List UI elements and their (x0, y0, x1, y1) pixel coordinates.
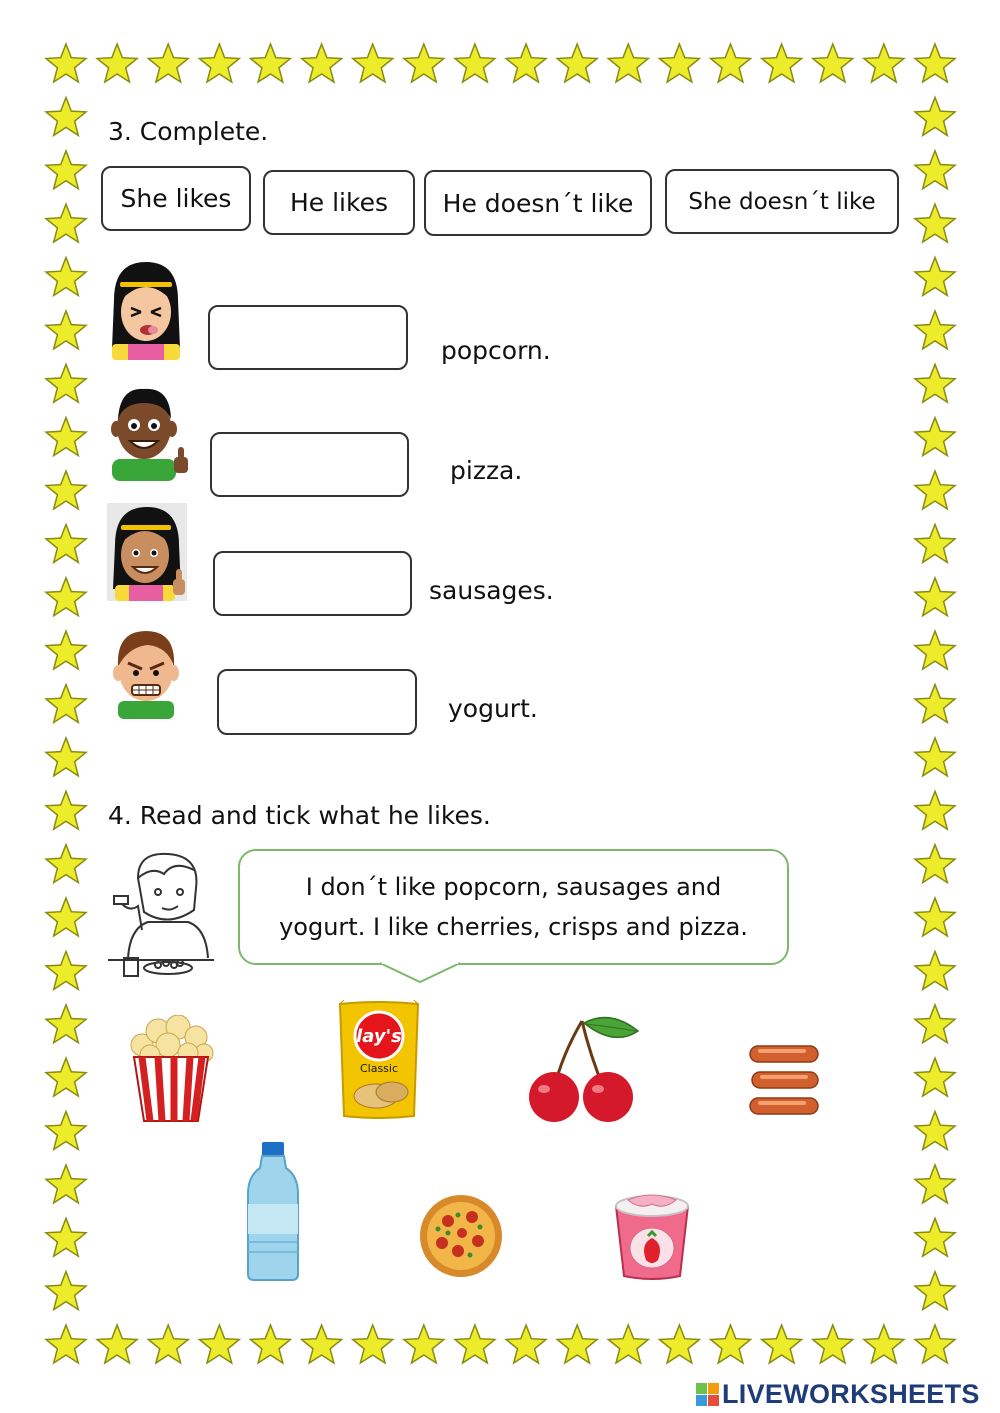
border-star (762, 1325, 802, 1363)
food-word-yogurt: yogurt. (448, 694, 538, 723)
border-star (46, 204, 86, 242)
border-star (608, 1325, 648, 1363)
border-star (148, 44, 188, 82)
food-word-pizza: pizza. (450, 456, 523, 485)
crisps-flavor-text: Classic (359, 1062, 399, 1075)
border-star (46, 97, 86, 135)
border-star (915, 791, 955, 829)
border-star (915, 898, 955, 936)
border-star (97, 1325, 137, 1363)
border-star (915, 97, 955, 135)
border-star (915, 418, 955, 456)
liveworksheets-logo (696, 1378, 980, 1410)
border-star (46, 1112, 86, 1150)
cherries-icon[interactable] (526, 1015, 646, 1123)
girl-disgusted-icon (106, 260, 186, 360)
food-word-popcorn: popcorn. (441, 336, 551, 365)
answer-box-3[interactable] (213, 551, 412, 616)
border-star (46, 1218, 86, 1256)
answer-box-2[interactable] (210, 432, 409, 497)
border-star (46, 685, 86, 723)
border-star (915, 631, 955, 669)
border-star (46, 845, 86, 883)
word-bank-he-doesnt-like[interactable]: He doesn´t like (424, 170, 652, 236)
border-star (199, 1325, 239, 1363)
boy-eating-icon (108, 848, 214, 978)
border-star (915, 524, 955, 562)
border-star (915, 204, 955, 242)
border-star (46, 418, 86, 456)
border-star (46, 151, 86, 189)
speech-line-1: I don´t like popcorn, sausages and (305, 873, 722, 901)
word-bank-she-likes[interactable]: She likes (101, 166, 251, 231)
border-star (353, 44, 393, 82)
border-star (506, 1325, 546, 1363)
border-star (915, 311, 955, 349)
border-star (915, 1272, 955, 1310)
border-star (915, 258, 955, 296)
border-star (46, 898, 86, 936)
border-star (46, 44, 86, 82)
border-star (659, 1325, 699, 1363)
border-star (915, 845, 955, 883)
border-star (864, 1325, 904, 1363)
answer-box-4[interactable] (217, 669, 417, 735)
border-star (608, 44, 648, 82)
girl-thumbs-up-icon (107, 503, 187, 601)
pizza-icon[interactable] (418, 1193, 504, 1279)
boy-angry-icon (108, 625, 184, 719)
border-star (97, 44, 137, 82)
border-star (813, 1325, 853, 1363)
section-3-heading: 3. Complete. (108, 117, 269, 146)
border-star (915, 1112, 955, 1150)
border-star (915, 44, 955, 82)
border-star (353, 1325, 393, 1363)
crisps-icon[interactable] (336, 1000, 422, 1120)
border-star (46, 1165, 86, 1203)
border-star (46, 471, 86, 509)
logo-mark-icon (696, 1383, 719, 1406)
border-star (148, 1325, 188, 1363)
border-star (915, 1165, 955, 1203)
border-star (404, 1325, 444, 1363)
section-4-heading: 4. Read and tick what he likes. (108, 801, 491, 830)
border-star (46, 791, 86, 829)
border-star (46, 1325, 86, 1363)
border-star (46, 1005, 86, 1043)
border-star (455, 44, 495, 82)
border-star (915, 738, 955, 776)
speech-bubble-tail (380, 962, 460, 984)
border-star (915, 1325, 955, 1363)
border-star (251, 44, 291, 82)
boy-thumbs-up-icon (108, 385, 194, 481)
border-star (915, 471, 955, 509)
border-star (915, 578, 955, 616)
border-star (302, 44, 342, 82)
border-star (915, 1005, 955, 1043)
border-star (915, 1058, 955, 1096)
border-star (506, 44, 546, 82)
speech-line-2: yogurt. I like cherries, crisps and pizza. (279, 913, 748, 941)
answer-box-1[interactable] (208, 305, 408, 370)
border-star (864, 44, 904, 82)
yogurt-icon[interactable] (612, 1192, 692, 1282)
border-star (199, 44, 239, 82)
border-star (762, 44, 802, 82)
speech-bubble (238, 849, 789, 965)
border-star (302, 1325, 342, 1363)
logo-text: LIVEWORKSHEETS (722, 1378, 980, 1409)
border-star (46, 524, 86, 562)
border-star (46, 364, 86, 402)
border-star (46, 738, 86, 776)
border-star (404, 44, 444, 82)
border-star (46, 311, 86, 349)
sausages-icon[interactable] (746, 1042, 822, 1118)
border-star (711, 44, 751, 82)
border-star (813, 44, 853, 82)
border-star (251, 1325, 291, 1363)
crisps-brand-text: lay's (356, 1026, 402, 1047)
border-star (915, 1218, 955, 1256)
border-star (46, 951, 86, 989)
border-star (915, 151, 955, 189)
popcorn-icon[interactable] (128, 1015, 214, 1123)
border-star (557, 1325, 597, 1363)
word-bank-she-doesnt-like[interactable]: She doesn´t like (665, 169, 899, 234)
border-star (915, 951, 955, 989)
word-bank-he-likes[interactable]: He likes (263, 170, 415, 235)
border-star (659, 44, 699, 82)
border-star (711, 1325, 751, 1363)
border-star (46, 631, 86, 669)
border-star (46, 1058, 86, 1096)
border-star (46, 578, 86, 616)
border-star (46, 258, 86, 296)
food-word-sausages: sausages. (429, 576, 554, 605)
border-star (915, 364, 955, 402)
border-star (455, 1325, 495, 1363)
border-star (557, 44, 597, 82)
border-star (46, 1272, 86, 1310)
water-bottle-icon[interactable] (244, 1142, 302, 1282)
border-star (915, 685, 955, 723)
